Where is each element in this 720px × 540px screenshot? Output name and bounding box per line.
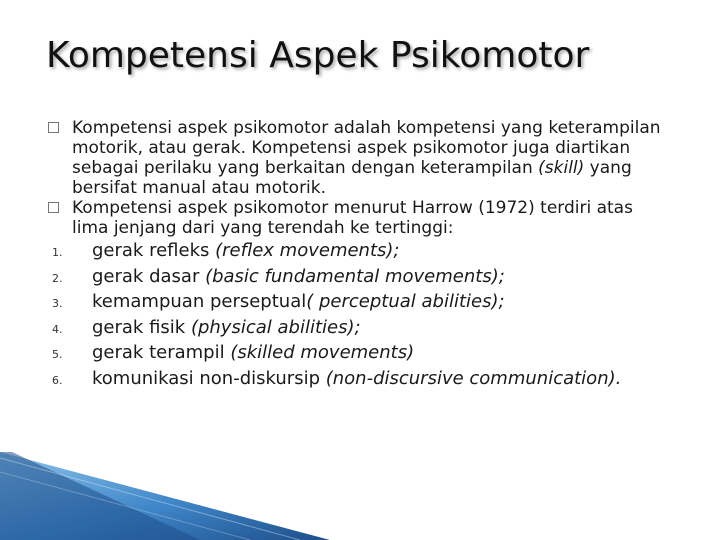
list-item-text: komunikasi non-diskursip — [92, 367, 326, 389]
list-item-italic: (basic fundamental movements); — [205, 265, 505, 287]
paragraph-text: Kompetensi aspek psikomotor menurut Harrow (1972) terdiri atas lima jenjang dari yang terendah ke tertinggi: — [72, 198, 633, 238]
list-item — [46, 340, 666, 366]
list-item-text: gerak fisik — [92, 316, 191, 338]
list-number: 2. — [52, 271, 63, 285]
list-item — [46, 264, 666, 290]
slide-title: Kompetensi Aspek Psikomotor — [46, 35, 590, 76]
list-item-text: gerak terampil — [92, 342, 231, 363]
paragraph-text: Kompetensi aspek psikomotor adalah kompetensi yang keterampilan motorik, atau gerak. Kompetensi aspek psikomotor juga diartikan sebagai perilaku yang berkaitan dengan keterampilan — [72, 118, 661, 178]
list-item-italic: (physical abilities); — [190, 316, 361, 338]
list-number: 6. — [52, 373, 63, 387]
list-number: 4. — [52, 322, 63, 336]
list-item-italic: (reflex movements); — [215, 240, 400, 261]
list-number: 1. — [52, 246, 63, 259]
list-item-italic: (non-discursive communication). — [325, 367, 622, 389]
list-item — [46, 289, 666, 315]
bullet-paragraph-2 — [46, 198, 666, 238]
corner-shade — [0, 452, 200, 540]
list-item-italic: ( perceptual abilities); — [306, 291, 505, 312]
list-item-text: kemampuan perseptual — [92, 291, 307, 312]
list-item-text: gerak refleks — [92, 240, 216, 261]
paragraph-text: yang bersifat manual atau motorik. — [72, 158, 632, 198]
list-item — [46, 366, 666, 392]
bullet-paragraph-1 — [46, 118, 666, 198]
list-item-text: gerak dasar — [92, 265, 206, 287]
paragraph-emphasis: (skill) — [538, 158, 585, 178]
slide-body — [46, 118, 666, 391]
list-number: 3. — [52, 297, 63, 310]
list-item-italic: (skilled movements) — [230, 342, 415, 363]
corner-decoration — [0, 450, 330, 540]
checkbox-bullet-icon — [48, 202, 59, 213]
checkbox-bullet-icon — [48, 122, 59, 133]
list-item — [46, 238, 666, 264]
numbered-list — [46, 238, 666, 391]
list-number: 5. — [52, 348, 63, 361]
list-item — [46, 315, 666, 341]
